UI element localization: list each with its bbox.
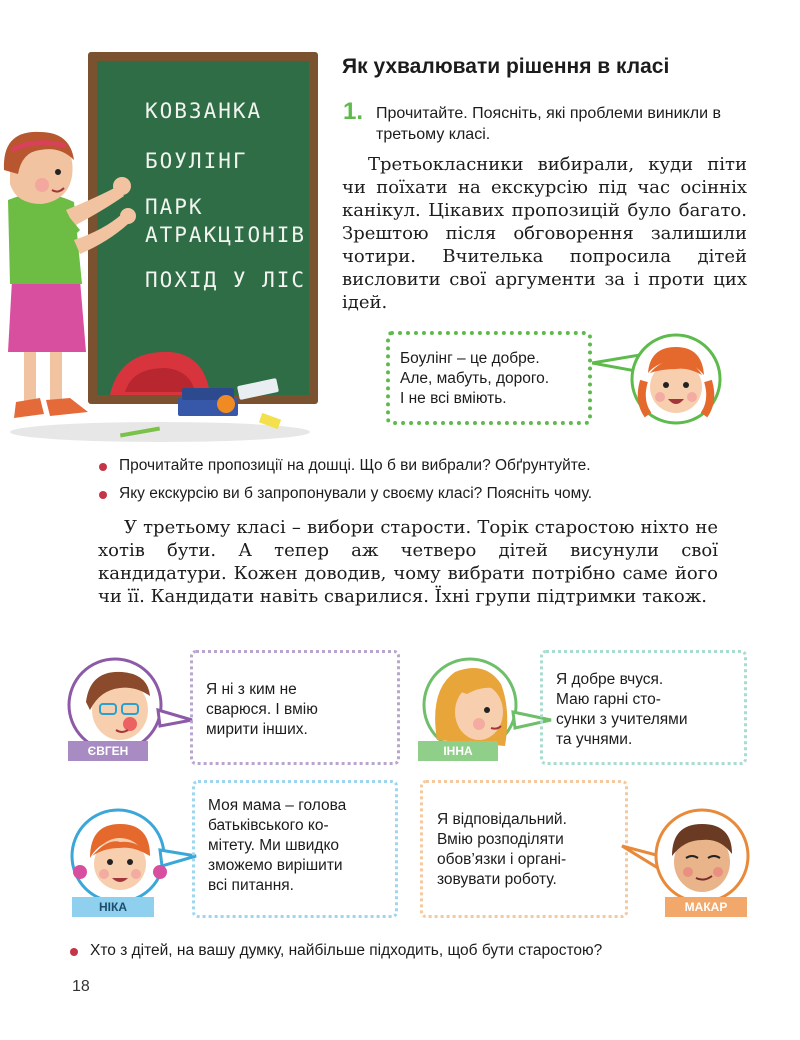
page-number: 18 [72,978,90,995]
bullet-marker [99,463,107,471]
board-line-forest: ПОХІД У ЛІС [145,268,307,292]
nika-portrait [60,800,200,910]
nika-speech-bubble [192,780,398,918]
board-line-attractions: АТРАКЦІОНІВ [145,223,307,247]
board-line-park: ПАРК [145,195,204,219]
nika-line: мітету. Ми швидко [208,837,340,854]
board-line-skating: КОВЗАНКА [145,99,263,123]
evgen-line: мирити інших. [206,721,308,738]
makar-speech-bubble [420,780,628,918]
evgen-name-label: ЄВГЕН [68,741,148,761]
inna-line: Я добре вчуся. [556,671,664,688]
makar-line: обов’язки і органі- [437,851,567,868]
nika-line: батьківського ко- [208,817,329,834]
bullet-marker [70,948,78,956]
inna-line: сунки з учителями [556,711,688,728]
question-own-excursion: Яку екскурсію ви б запропонували у своєму класі? Поясніть чому. [119,485,593,502]
question-best-candidate: Хто з дітей, на вашу думку, найбільше підходить, щоб бути старостою? [90,942,603,959]
question-board-choice: Прочитайте пропозиції на дошці. Що б ви вибрали? Обґрунтуйте. [119,457,591,474]
evgen-line: сварюся. І вмію [206,701,318,718]
bullet-marker [99,491,107,499]
evgen-line: Я ні з ким не [206,681,297,698]
page-title: Як ухвалювати рішення в класі [342,55,670,78]
task-text: Прочитайте. Поясніть, які проблеми виникли в третьому класі. [376,105,721,143]
makar-line: Я відповідальний. [437,811,567,828]
task-number: 1. [343,98,364,125]
board-line-bowling: БОУЛІНГ [145,149,248,173]
inna-line: та учнями. [556,731,633,748]
girl-bubble-line-2: Але, мабуть, дорого. [400,370,550,387]
evgen-speech-bubble [190,650,400,765]
nika-line: Моя мама – голова [208,797,347,814]
inna-line: Маю гарні сто- [556,691,661,708]
teacher-illustration [0,100,330,450]
nika-name-label: НІКА [72,897,154,917]
paragraph-elections: У третьому класі – вибори старости. Торік старостою ніхто не хотів бути. А тепер аж четверо дітей висунули свої кандидатури. Кожен доводив, чому вибрати потрібно саме його чи її. Кандидати навіть сварилися. Їхні групи підтримки також. [98,517,718,607]
makar-name-label: МАКАР [665,897,747,917]
girl-portrait [592,325,722,435]
makar-portrait [610,800,760,910]
nika-line: всі питання. [208,877,294,894]
makar-line: Вмію розподіляти [437,831,564,848]
girl-bubble-line-1: Боулінг – це добре. [400,350,540,367]
girl-bubble-line-3: І не всі вміють. [400,390,507,407]
inna-name-label: ІННА [418,741,498,761]
paragraph-excursion: Третьокласники вибирали, куди піти чи поїхати на екскурсію під час осінніх канікул. Цікавих пропозицій було багато. Зрештою після обговорення залишили чотири. Вчителька попросила дітей висловити свої аргументи за і проти цих ідей. [342,154,747,313]
makar-line: зовувати роботу. [437,871,557,888]
girl-speech-bubble [386,331,592,425]
nika-line: зможемо вирішити [208,857,343,874]
inna-speech-bubble [540,650,747,765]
